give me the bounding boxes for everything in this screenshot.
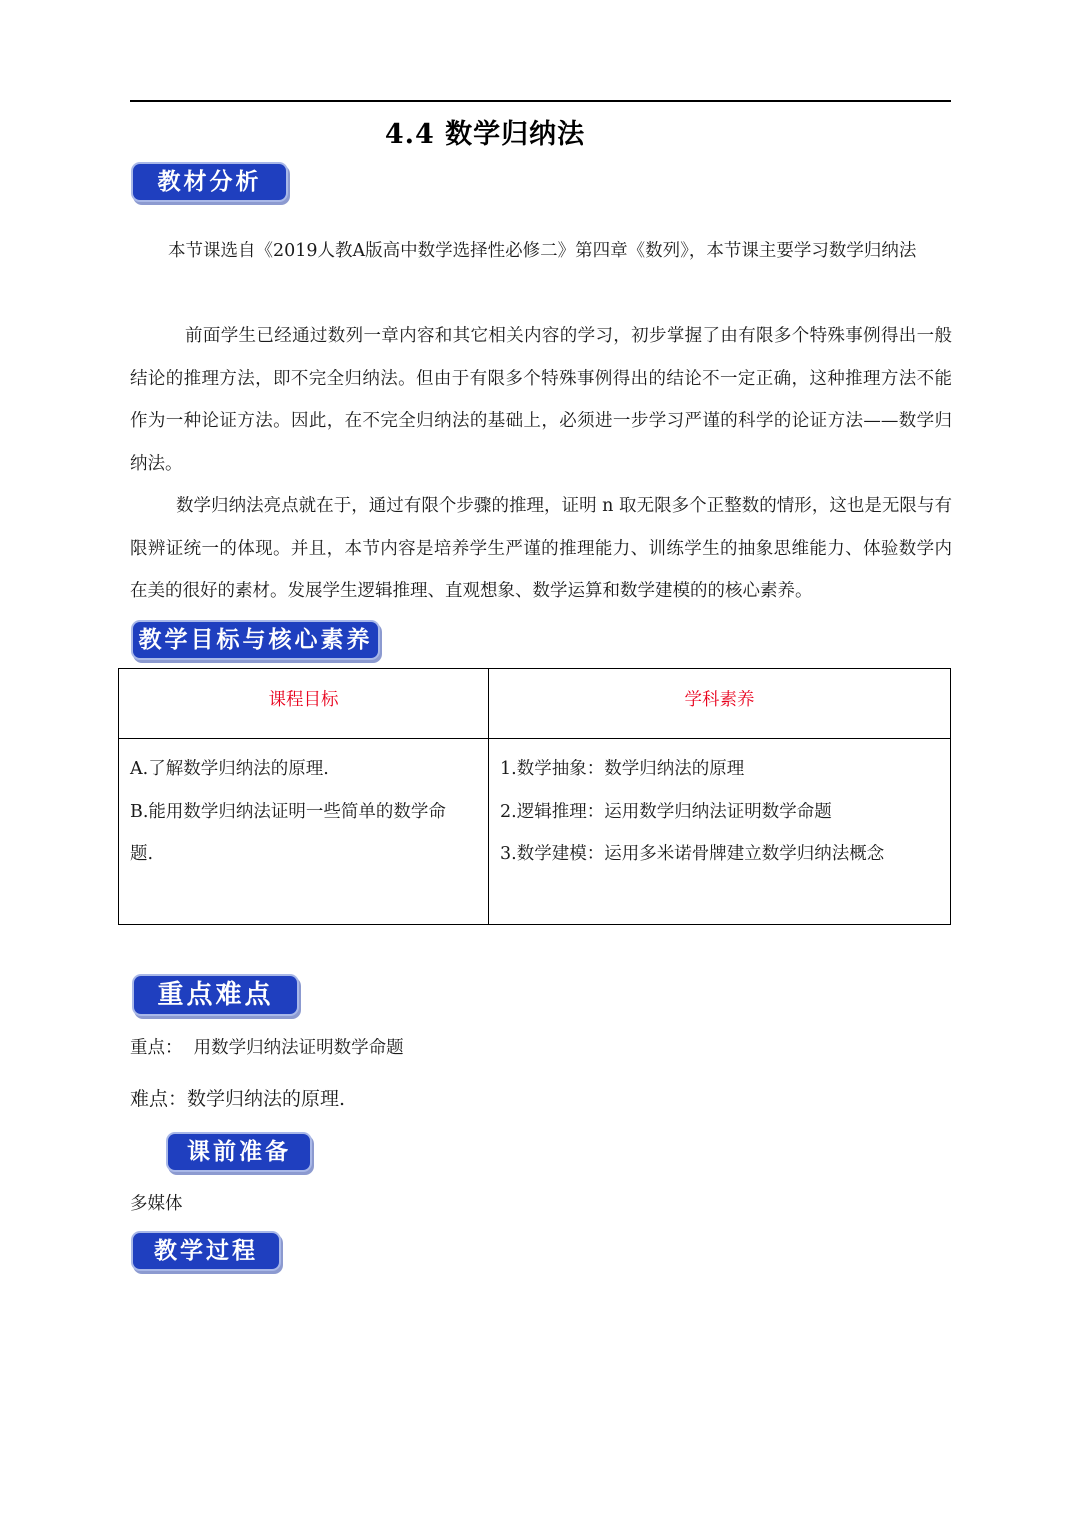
literacy-item-1: 1.数学抽象：数学归纳法的原理 [500, 759, 745, 779]
course-goal-a: A.了解数学归纳法的原理. [130, 759, 329, 779]
analysis-paragraph-1: 本节课选自《2019人教A版高中数学选择性必修二》第四章《数列》，本节课主要学习数学归纳法 [168, 241, 917, 261]
difficulty-text: 难点：数学归纳法的原理. [130, 1088, 346, 1110]
section-badge-preparation: 课前准备 [168, 1134, 310, 1170]
section-badge-goals: 教学目标与核心素养 [133, 622, 378, 658]
table-header-row [119, 669, 951, 739]
header-course-goals: 课程目标 [119, 669, 489, 739]
section-badge-process: 教学过程 [133, 1233, 279, 1269]
course-goal-b: B.能用数学归纳法证明一些简单的数学命 [130, 801, 446, 822]
literacy-item-3: 3.数学建模：运用多米诺骨牌建立数学归纳法概念 [500, 844, 885, 864]
analysis-paragraph-3: 数学归纳法亮点就在于，通过有限个步骤的推理，证明 n 取无限多个正整数的情形，这也是无限与有限辨证统一的体现。并且，本节内容是培养学生严谨的推理能力、训练学生的抽象思维能力、体验数学内在美的很好的素材。发展学生逻辑推理、直观想象、数学运算和数学建模的的核心素养。 [130, 496, 952, 601]
course-goals-cell [119, 739, 489, 925]
key-point-text: 重点： 用数学归纳法证明数学命题 [130, 1038, 404, 1058]
analysis-paragraph-2: 前面学生已经通过数列一章内容和其它相关内容的学习，初步掌握了由有限多个特殊事例得出一般结论的推理方法，即不完全归纳法。但由于有限多个特殊事例得出的结论不一定正确，这种推理方法不能作为一种论证方法。因此，在不完全归纳法的基础上，必须进一步学习严谨的科学的论证方法——数学归纳法。 [130, 326, 952, 474]
header-literacy: 学科素养 [489, 669, 951, 739]
top-rule [130, 100, 951, 102]
section-badge-key-points: 重点难点 [134, 976, 297, 1014]
course-goal-b-cont: 题. [130, 844, 154, 864]
table-row [119, 739, 951, 925]
literacy-cell [489, 739, 951, 925]
page-title: 4.4 数学归纳法 [384, 119, 586, 150]
preparation-text: 多媒体 [130, 1194, 183, 1214]
section-badge-analysis: 教材分析 [133, 164, 286, 200]
goals-table [118, 668, 951, 925]
literacy-item-2: 2.逻辑推理：运用数学归纳法证明数学命题 [500, 801, 832, 822]
